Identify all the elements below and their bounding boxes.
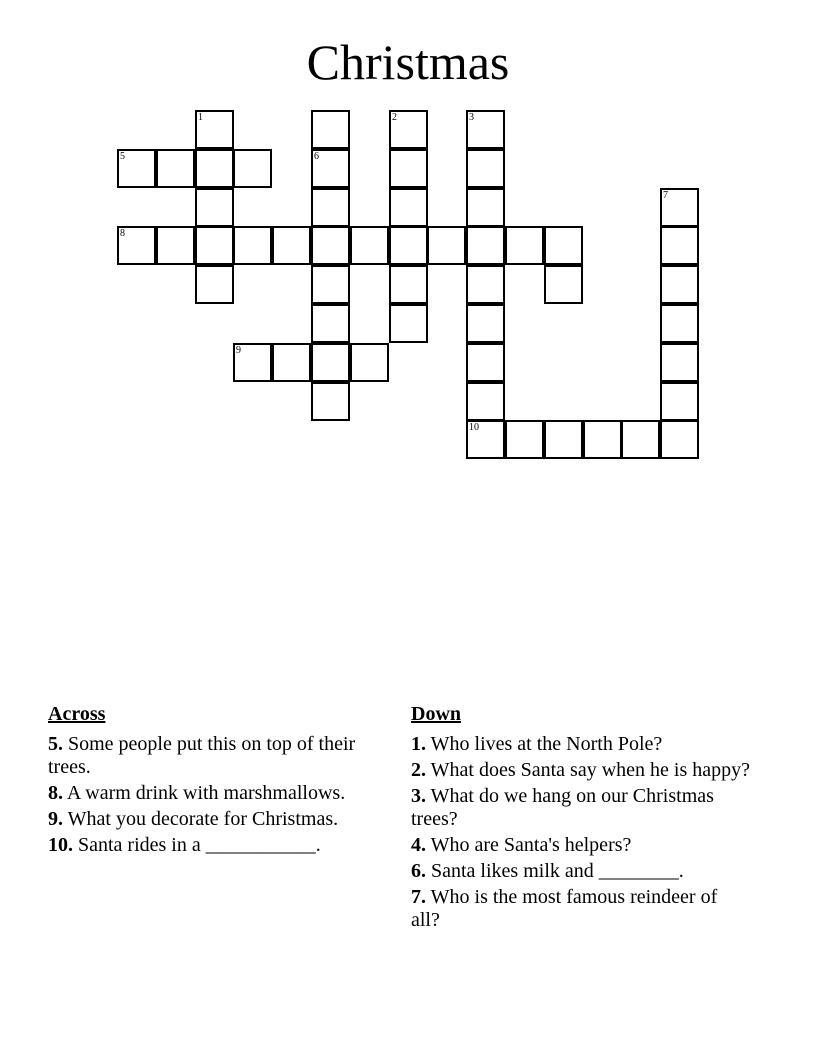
grid-cell[interactable] <box>195 188 234 227</box>
grid-cell[interactable] <box>660 420 699 459</box>
grid-cell[interactable] <box>156 149 195 188</box>
grid-cell[interactable] <box>389 226 428 265</box>
grid-cell[interactable] <box>427 226 466 265</box>
clue-text: Who are Santa's helpers? <box>430 834 632 856</box>
puzzle-title: Christmas <box>306 34 510 90</box>
grid-cell[interactable] <box>156 226 195 265</box>
grid-cell[interactable] <box>195 265 234 304</box>
clue-number: 7 <box>663 190 668 201</box>
clue-label: 8. <box>48 782 63 804</box>
grid-cell[interactable] <box>466 420 505 459</box>
clue-label: 2. <box>411 759 426 781</box>
grid-cell[interactable] <box>195 110 234 149</box>
grid-cell[interactable] <box>117 149 156 188</box>
clue-text: Some people put this on top of their trees. <box>48 733 356 778</box>
clue-number: 2 <box>392 112 397 123</box>
grid-cell[interactable] <box>660 343 699 382</box>
grid-cell[interactable] <box>660 304 699 343</box>
grid-cell[interactable] <box>466 343 505 382</box>
grid-cell[interactable] <box>505 226 544 265</box>
grid-cell[interactable] <box>311 226 350 265</box>
clue-number: 5 <box>120 151 125 162</box>
grid-cell[interactable] <box>505 420 544 459</box>
grid-cell[interactable] <box>466 265 505 304</box>
grid-cell[interactable] <box>466 110 505 149</box>
clue-label: 7. <box>411 886 426 908</box>
down-clue <box>411 733 751 756</box>
across-clue <box>48 808 378 831</box>
down-heading: Down <box>411 703 462 725</box>
clue-label: 4. <box>411 834 426 856</box>
down-clue <box>411 785 751 831</box>
clue-number: 3 <box>469 112 474 123</box>
grid-cell[interactable] <box>311 188 350 227</box>
grid-cell[interactable] <box>660 265 699 304</box>
grid-cell[interactable] <box>272 226 311 265</box>
grid-cell[interactable] <box>350 226 389 265</box>
grid-cell[interactable] <box>466 149 505 188</box>
down-clue <box>411 886 751 932</box>
clue-text: Santa rides in a ___________. <box>78 834 321 856</box>
grid-cell[interactable] <box>389 304 428 343</box>
grid-cell[interactable] <box>544 226 583 265</box>
clue-number: 1 <box>198 112 203 123</box>
grid-cell[interactable] <box>311 110 350 149</box>
clue-number: 8 <box>120 228 125 239</box>
grid-cell[interactable] <box>311 343 350 382</box>
clue-label: 3. <box>411 785 426 807</box>
clue-number: 9 <box>236 345 241 356</box>
grid-cell[interactable] <box>466 382 505 421</box>
grid-cell[interactable] <box>233 226 272 265</box>
down-clue <box>411 860 751 883</box>
clue-label: 6. <box>411 860 426 882</box>
across-clues <box>48 703 378 860</box>
clue-label: 9. <box>48 808 63 830</box>
across-heading: Across <box>48 703 106 725</box>
grid-cell[interactable] <box>195 149 234 188</box>
down-clue <box>411 759 751 782</box>
grid-cell[interactable] <box>544 265 583 304</box>
grid-cell[interactable] <box>466 226 505 265</box>
grid-cell[interactable] <box>660 382 699 421</box>
clue-number: 6 <box>314 151 319 162</box>
clue-text: Who is the most famous reindeer of all? <box>411 886 718 931</box>
clue-text: What you decorate for Christmas. <box>67 808 339 830</box>
grid-cell[interactable] <box>272 343 311 382</box>
clue-label: 5. <box>48 733 63 755</box>
grid-cell[interactable] <box>389 110 428 149</box>
grid-cell[interactable] <box>466 188 505 227</box>
grid-cell[interactable] <box>389 149 428 188</box>
clue-text: What do we hang on our Christmas trees? <box>411 785 714 830</box>
grid-cell[interactable] <box>233 343 272 382</box>
grid-cell[interactable] <box>311 382 350 421</box>
clue-text: A warm drink with marshmallows. <box>66 782 346 804</box>
grid-cell[interactable] <box>117 226 156 265</box>
down-clue <box>411 834 751 857</box>
across-clue <box>48 834 378 857</box>
crossword-grid <box>0 0 816 470</box>
grid-cell[interactable] <box>389 188 428 227</box>
clue-label: 10. <box>48 834 73 856</box>
grid-cell[interactable] <box>350 343 389 382</box>
down-clues <box>411 703 751 935</box>
grid-cell[interactable] <box>466 304 505 343</box>
grid-cell[interactable] <box>195 226 234 265</box>
across-clue <box>48 733 378 779</box>
clue-text: What does Santa say when he is happy? <box>430 759 750 781</box>
grid-cell[interactable] <box>621 420 660 459</box>
clue-text: Who lives at the North Pole? <box>430 733 663 755</box>
grid-cell[interactable] <box>660 226 699 265</box>
clue-label: 1. <box>411 733 426 755</box>
grid-cell[interactable] <box>311 265 350 304</box>
clue-number: 10 <box>469 422 479 433</box>
grid-cell[interactable] <box>660 188 699 227</box>
grid-cell[interactable] <box>233 149 272 188</box>
grid-cell[interactable] <box>389 265 428 304</box>
grid-cell[interactable] <box>583 420 622 459</box>
clue-text: Santa likes milk and ________. <box>431 860 684 882</box>
across-clue <box>48 782 378 805</box>
grid-cell[interactable] <box>311 304 350 343</box>
grid-cell[interactable] <box>544 420 583 459</box>
grid-cell[interactable] <box>311 149 350 188</box>
